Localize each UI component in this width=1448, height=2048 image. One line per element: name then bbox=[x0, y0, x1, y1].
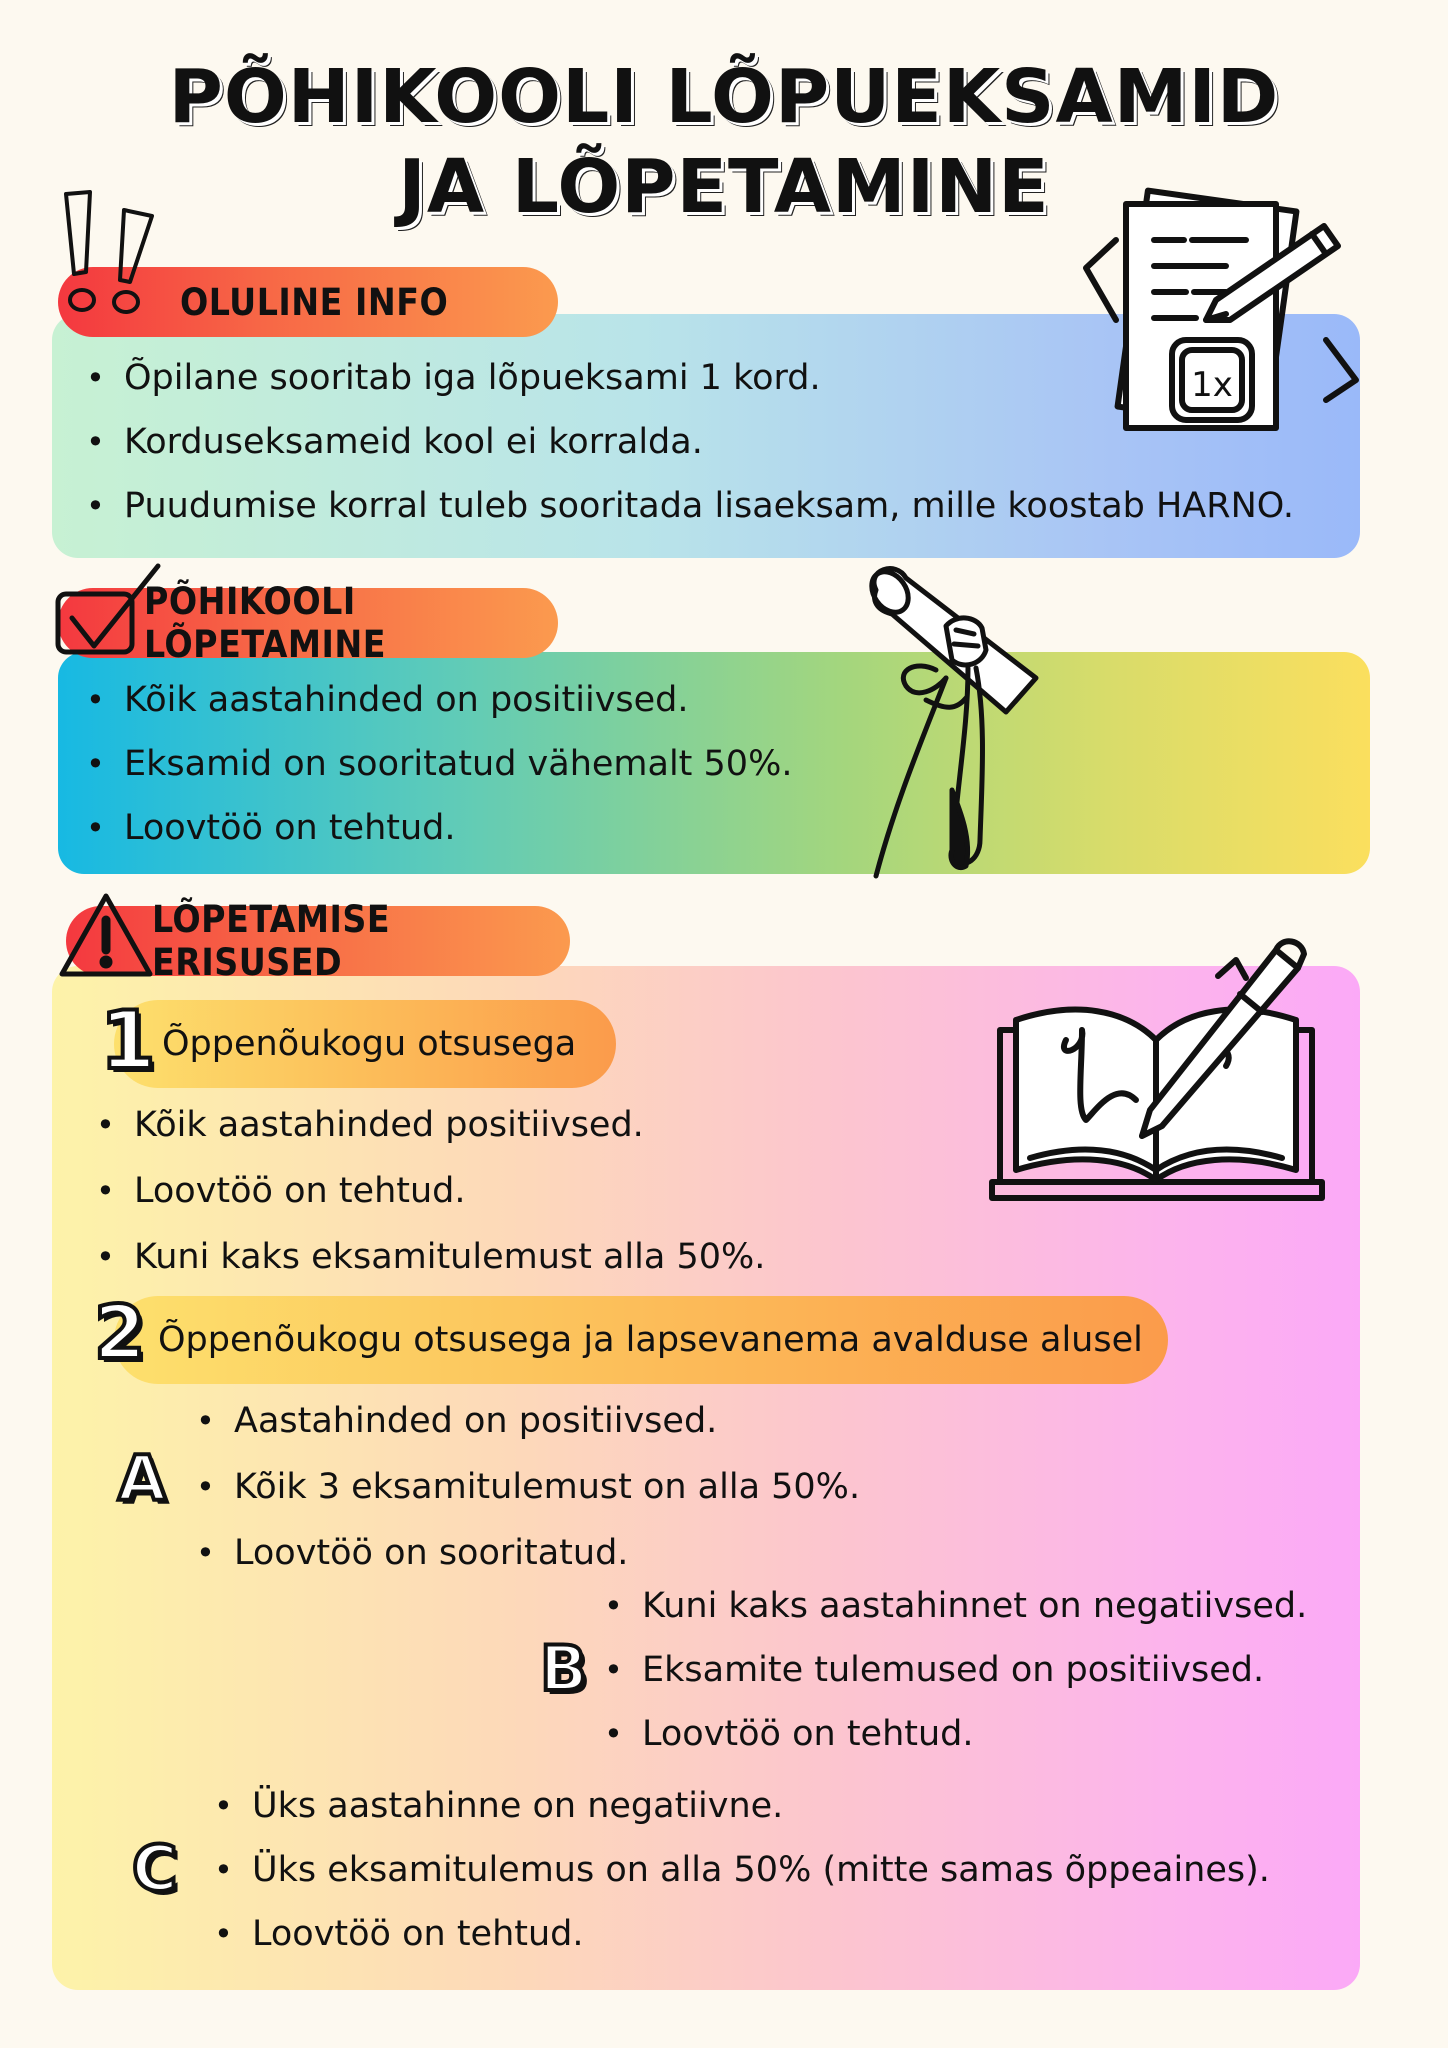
list-item: • Loovtöö on sooritatud. bbox=[196, 1520, 860, 1586]
list-item: • Eksamid on sooritatud vähemalt 50%. bbox=[86, 732, 792, 796]
list-item: • Loovtöö on tehtud. bbox=[96, 1158, 856, 1224]
open-book-pen-icon bbox=[986, 930, 1326, 1210]
list-item: • Loovtöö on tehtud. bbox=[604, 1702, 1307, 1766]
list-item: • Õpilane sooritab iga lõpueksami 1 kord. bbox=[86, 346, 1294, 410]
graduation-heading-label: PÕHIKOOLI LÕPETAMINE bbox=[144, 580, 387, 666]
list-item: • Korduseksameid kool ei korralda. bbox=[86, 410, 1294, 474]
list-item: • Kuni kaks aastahinnet on negatiivsed. bbox=[604, 1574, 1307, 1638]
case-1-title: Õppenõukogu otsusega bbox=[162, 1024, 577, 1064]
list-item: • Aastahinded on positiivsed. bbox=[196, 1388, 860, 1454]
case-2-heading bbox=[114, 1296, 1168, 1384]
case-2a-letter: A bbox=[118, 1442, 166, 1515]
case-2b-list bbox=[604, 1574, 1307, 1766]
checkbox-check-icon bbox=[54, 560, 164, 660]
list-item: • Kuni kaks eksamitulemust alla 50%. bbox=[96, 1224, 856, 1290]
case-1-heading bbox=[114, 1000, 616, 1088]
list-item: • Eksamite tulemused on positiivsed. bbox=[604, 1638, 1307, 1702]
list-item: • Kõik 3 eksamitulemust on alla 50%. bbox=[196, 1454, 860, 1520]
case-2c-letter: C bbox=[132, 1832, 178, 1905]
important-info-heading-label: OLULINE INFO bbox=[180, 280, 449, 324]
page-title-line-2: JA LÕPETAMINE bbox=[398, 144, 1050, 230]
page-title-line-1: PÕHIKOOLI LÕPUEKSAMID bbox=[168, 54, 1280, 140]
warning-triangle-icon bbox=[56, 890, 156, 982]
case-1-number: 1 bbox=[100, 994, 156, 1087]
list-item: • Üks eksamitulemus on alla 50% (mitte samas õppeaines). bbox=[214, 1838, 1270, 1902]
case-2a-list bbox=[196, 1388, 860, 1586]
case-2-title: Õppenõukogu otsusega ja lapsevanema avalduse alusel bbox=[158, 1320, 1143, 1360]
graduation-requirements-list bbox=[86, 668, 792, 860]
list-item: • Üks aastahinne on negatiivne. bbox=[214, 1774, 1270, 1838]
case-2-number: 2 bbox=[94, 1290, 146, 1376]
list-item: • Loovtöö on tehtud. bbox=[86, 796, 792, 860]
list-item: • Puudumise korral tuleb sooritada lisaeksam, mille koostab HARNO. bbox=[86, 474, 1294, 538]
case-2b-letter: B bbox=[540, 1632, 588, 1705]
exceptions-heading-label: LÕPETAMISE ERISUSED bbox=[152, 898, 391, 984]
exclamation-marks-icon bbox=[60, 188, 160, 316]
exam-once-label: 1x bbox=[1191, 365, 1233, 405]
case-2c-list bbox=[214, 1774, 1270, 1966]
list-item: • Kõik aastahinded positiivsed. bbox=[96, 1092, 856, 1158]
list-item: • Kõik aastahinded on positiivsed. bbox=[86, 668, 792, 732]
exam-document-pencil-icon bbox=[1076, 190, 1366, 470]
case-1-list bbox=[96, 1092, 856, 1290]
list-item: • Loovtöö on tehtud. bbox=[214, 1902, 1270, 1966]
diploma-scroll-hand-icon bbox=[856, 560, 1046, 880]
